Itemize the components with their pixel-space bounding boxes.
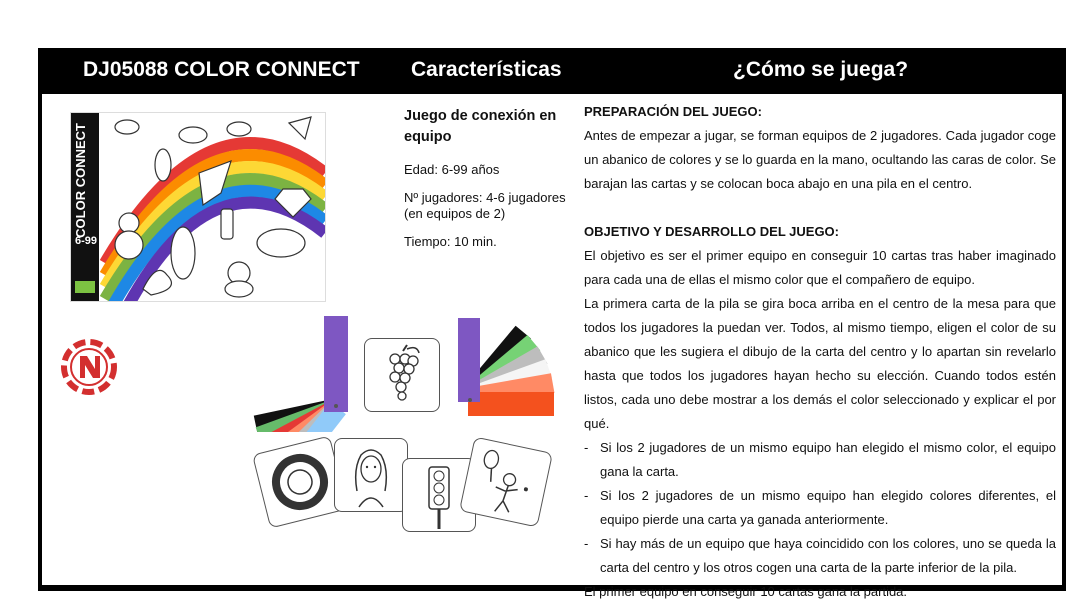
rainbow-illustration — [71, 113, 325, 301]
objective-title: OBJETIVO Y DESARROLLO DEL JUEGO: — [584, 224, 839, 239]
prep-text: Antes de empezar a jugar, se forman equipos de 2 jugadores. Cada jugador coge un abanico de colores y se lo guarda en la mano, ocultando las caras de color. Se barajan las cartas y se colocan boca abajo en una pila en el centro. — [584, 128, 1056, 191]
how-to-play-heading: ¿Cómo se juega? — [733, 58, 909, 81]
characteristics-players: Nº jugadores: 4-6 jugadores (en equipos de 2) — [404, 190, 566, 221]
product-title: DJ05088 COLOR CONNECT — [83, 58, 360, 81]
characteristics-age: Edad: 6-99 años — [404, 162, 500, 177]
grapes-icon — [365, 339, 439, 411]
novelty-n-logo — [60, 338, 118, 396]
djeco-logo — [75, 281, 95, 293]
rule-bullet: - Si los 2 jugadores de un mismo equipo han elegido el mismo color, el equipo gana la carta. — [584, 436, 1056, 484]
product-sheet — [38, 48, 1066, 599]
flow-text: La primera carta de la pila se gira boca arriba en el centro de la mesa para que todos los jugadores la puedan ver. Todos, al mismo tiempo, eligen el color de su abanico que les sugiera el dibujo de la carta del centro y lo apartan sin revelarlo hasta que todos los jugadores hayan hecho su elección. Cuando todos estén listos, cada uno debe mostrar a los demás el color seleccionado y explicar el por qué. — [584, 296, 1056, 431]
product-box-image — [70, 112, 326, 302]
end-text: El primer equipo en conseguir 10 cartas gana la partida. — [584, 584, 908, 599]
prep-title: PREPARACIÓN DEL JUEGO: — [584, 104, 762, 119]
box-spine — [71, 113, 99, 301]
header-bar — [38, 48, 1066, 94]
color-fan-left — [252, 316, 352, 432]
characteristics-title: Juego de conexión en equipo — [404, 108, 557, 145]
characteristics-time: Tiempo: 10 min. — [404, 234, 497, 249]
box-brand-title: COLOR CONNECT — [73, 123, 88, 238]
color-fan-right — [450, 318, 560, 418]
rule-bullet: - Si hay más de un equipo que haya coincidido con los colores, uno se queda la carta del centro y los otros cogen una carta de la parte inferior de la pila. — [584, 532, 1056, 580]
tennis-boy-card — [459, 437, 553, 528]
characteristics-column — [404, 106, 574, 262]
gameplay-column — [584, 100, 1056, 604]
girl-icon — [335, 439, 407, 511]
rule-bullet: - Si los 2 jugadores de un mismo equipo han elegido colores diferentes, el equipo pierde una carta ya ganada anteriormente. — [584, 484, 1056, 532]
grapes-card — [364, 338, 440, 412]
girl-card — [334, 438, 408, 512]
box-age-badge: 6-99 — [75, 235, 98, 247]
content-panel — [42, 94, 1062, 599]
features-heading: Características — [411, 58, 562, 81]
objective-text: El objetivo es ser el primer equipo en conseguir 10 cartas tras haber imaginado para cada una de ellas el mismo color que el compañero de equipo. — [584, 248, 1056, 287]
tennis-boy-icon — [460, 438, 552, 527]
lifebuoy-icon — [253, 437, 347, 528]
